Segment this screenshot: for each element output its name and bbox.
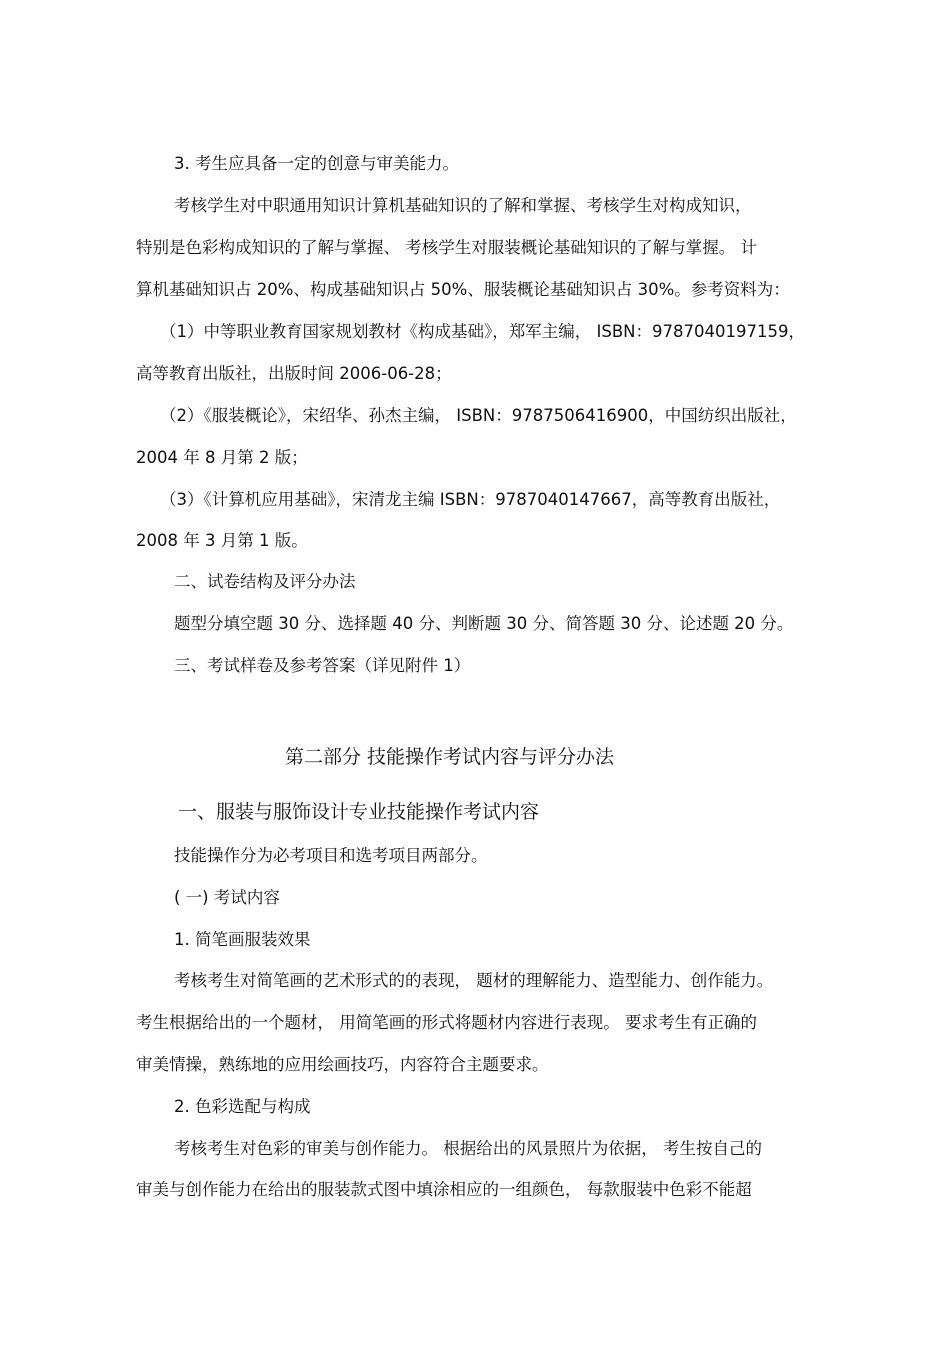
subsection-heading: ( 一) 考试内容 bbox=[174, 888, 280, 907]
paragraph-line: 考核学生对中职通用知识计算机基础知识的了解和掌握、考核学生对构成知识， bbox=[174, 196, 752, 215]
subsection-heading: 2. 色彩选配与构成 bbox=[174, 1097, 311, 1116]
reference-item: （3）《计算机应用基础》，宋清龙主编 ISBN：9787040147667，高等教育出版社， bbox=[160, 490, 781, 509]
reference-item: （1）中等职业教育国家规划教材《构成基础》，郑军主编， ISBN：9787040197159， bbox=[160, 322, 805, 341]
paragraph-line: 题型分填空题 30 分、选择题 40 分、判断题 30 分、简答题 30 分、论述题 20 分。 bbox=[174, 614, 794, 633]
reference-item: 2004 年 8 月第 2 版； bbox=[136, 448, 308, 467]
reference-item: 2008 年 3 月第 1 版。 bbox=[136, 531, 308, 550]
part-title: 第二部分 技能操作考试内容与评分办法 bbox=[285, 746, 615, 768]
paragraph-line: 技能操作分为必考项目和选考项目两部分。 bbox=[174, 846, 488, 865]
paragraph-line: 算机基础知识占 20%、构成基础知识占 50%、服装概论基础知识占 30%。参考资料为： bbox=[136, 280, 790, 299]
paragraph-line: 考生根据给出的一个题材， 用简笔画的形式将题材内容进行表现。 要求考生有正确的 bbox=[136, 1013, 757, 1032]
reference-item: 高等教育出版社，出版时间 2006-06-28； bbox=[136, 364, 452, 383]
paragraph-line: 考核考生对简笔画的艺术形式的的表现， 题材的理解能力、造型能力、创作能力。 bbox=[174, 971, 774, 990]
paragraph-line: 审美情操，熟练地的应用绘画技巧，内容符合主题要求。 bbox=[136, 1055, 549, 1074]
paragraph-line: 审美与创作能力在给出的服装款式图中填涂相应的一组颜色， 每款服装中色彩不能超 bbox=[136, 1180, 752, 1199]
reference-item: （2）《服装概论》，宋绍华、孙杰主编， ISBN：9787506416900，中国纺织出版社， bbox=[160, 406, 797, 425]
section-heading: 一、服装与服饰设计专业技能操作考试内容 bbox=[178, 801, 540, 823]
list-item: 3. 考生应具备一定的创意与审美能力。 bbox=[174, 154, 459, 173]
paragraph-line: 考核考生对色彩的审美与创作能力。 根据给出的风景照片为依据， 考生按自己的 bbox=[174, 1139, 762, 1158]
section-heading: 二、试卷结构及评分办法 bbox=[174, 572, 356, 591]
section-heading: 三、考试样卷及参考答案（详见附件 1） bbox=[174, 656, 471, 675]
subsection-heading: 1. 简笔画服装效果 bbox=[174, 930, 311, 949]
paragraph-line: 特别是色彩构成知识的了解与掌握、 考核学生对服装概论基础知识的了解与掌握。 计 bbox=[136, 238, 757, 257]
